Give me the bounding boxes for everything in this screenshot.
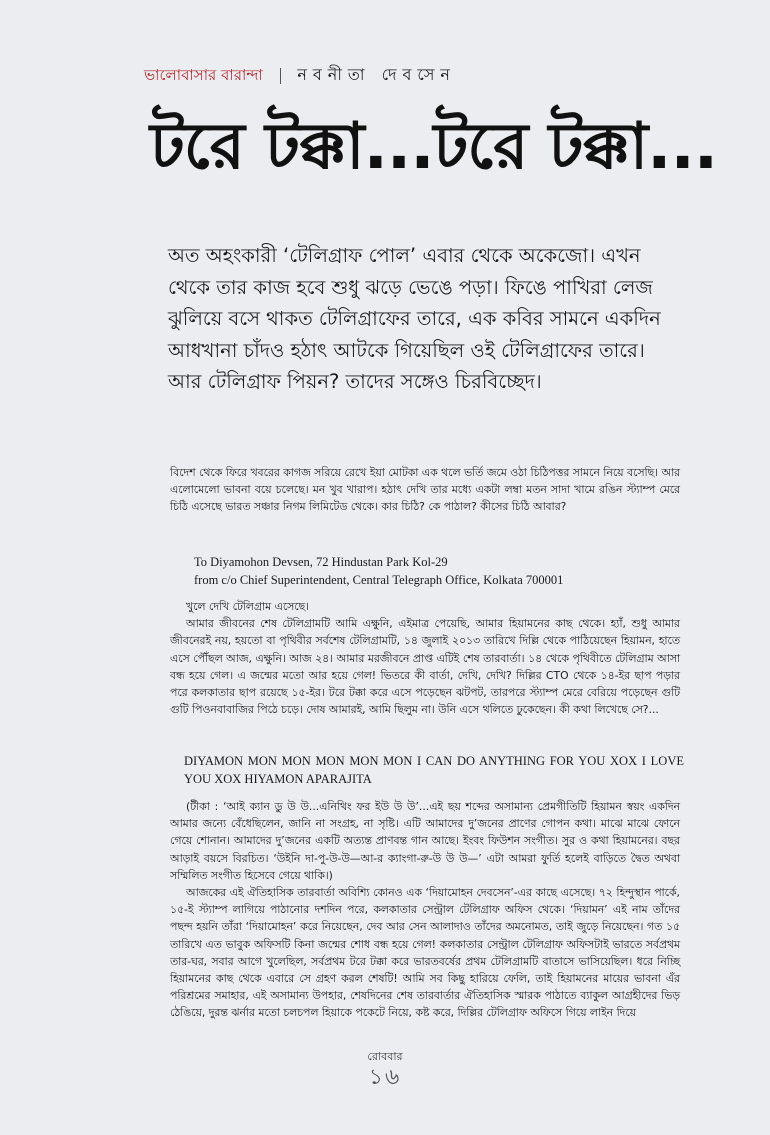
author-name: নবনীতা দেবসেন <box>297 65 456 84</box>
telegram-message: DIYAMON MON MON MON MON MON I CAN DO ANYTHING FOR YOU XOX I LOVE YOU XOX HIYAMON APARAJITA <box>184 754 684 786</box>
standfirst-line: আধখানা চাঁদও হঠাৎ আটকে গিয়েছিল ওই টেলিগ্রাফের তারে। <box>168 338 645 362</box>
standfirst-line: ঝুলিয়ে বসে থাকত টেলিগ্রাফের তারে, এক কবির সামনে একদিন <box>168 307 661 330</box>
standfirst-line: আর টেলিগ্রাফ পিয়ন? তাদের সঙ্গেও চিরবিচ্ছেদ। <box>168 370 542 393</box>
standfirst-line: থেকে তার কাজ হবে শুধু ঝড়ে ভেঙে পড়া। ফিঙে পাখিরা লেজ <box>168 275 653 299</box>
paragraph: আমার জীবনের শেষ টেলিগ্রামটি আমি এক্ষুনি, এইমাত্র পেয়েছি, আমার হিয়ামনের কাছ থেকে। হ্যাঁ, শুধু আমার জীবনেরই নয়, হয়তো বা পৃথিবীর সর্বশেষ টেলিগ্রামটি, ১৪ জুলাই ২০১৩ তারিখে দিল্লি থেকে পাঠিয়েছেন হিয়ামন, হাতে এসে পৌঁছল আজ, এক্ষুনি। আজ ২৪। আমার মরজীবনে প্রাপ্ত এটিই শেষ তারবার্তা। ১৪ থেকে পৃথিবীতে টেলিগ্রাম আসা বন্ধ হয়ে গেল। এ জন্মের মতো আর হয়ে গেল! ভিতরে কী বার্তা, দেখি, দেখি? দিল্লির CTO থেকে ১৪-ইর ছাপ পড়ার পরে কলকাতার ছাপ রয়েছে ১৫-ইর। টরে টক্কা করে এসে পড়েছেন ঝটপট, তারপরে স্ট্যাম্প মেরে বেরিয়ে পড়েছেন গুটি গুটি পিওনবাবাজির পিঠে চড়ে। দোষ আমারই, আমি ছিলুম না। উনি এসে থলিতে ঢুকেছেন। কী কথা লিখেছে সে?... <box>170 617 680 717</box>
page-number: ১৬ <box>368 1065 402 1090</box>
article-headline: টরে টক্কা...টরে টক্কা... <box>150 110 718 184</box>
body-paragraph-3 <box>170 798 680 1022</box>
paragraph: আজকের এই ঐতিহাসিক তারবার্তা অবিশ্যি কোনও এক ‘দিয়ামোহন দেবসেন’-এর কাছে এসেছে। ৭২ হিন্দুস্থান পার্কে, ১৫-ই স্ট্যাম্প লাগিয়ে পাঠানোর দশদিন পরে, কলকাতার সেন্ট্রাল টেলিগ্রাফ অফিস থেকে। ‘দিয়ামন’ এই নাম তাঁদের পছন্দ হয়নি তাঁরা ‘দিয়ামোহন’ করে নিয়েছেন, দেব আর সেন আলাদাও তাঁদের অমনোমত, তাই জুড়ে নিয়েছেন। গত ১৫ তারিখে এত ভাবুক অফিসটি কিনা জন্মের শোধ বন্ধ হয়ে গেল! কলকাতার সেন্ট্রাল টেলিগ্রাফ অফিসটাই ভারতে সর্বপ্রথম তার-ঘর, সবার আগে খুলেছিল, সর্বপ্রথম টরে টক্কা করে ভারতবর্ষের প্রথম টেলিগ্রামটি বাতাসে ভাসিয়েছিল। ধরে নিচ্ছি হিয়ামনের কাছ থেকে এবারে সে গ্রহণ করল শেষটি! আমি সব কিছু হারিয়ে ফেলি, তাই হিয়ামনের মায়ের ভাবনা এঁর পরিশ্রমের সমাহার, এই অসামান্য উপহার, শেষদিনের শেষ তারবার্তার ঐতিহাসিক স্মারক পাঠাতে ব্যাকুল আগ্রহীদের ভিড় ঠেঙিয়ে, দুরন্ত ঝর্নার মতো চলচপল হিয়াকে পকেটে নিয়ে, কষ্ট করে, দিল্লির টেলিগ্রাফ অফিসে গিয়ে লাইন দিয়ে <box>170 886 680 1020</box>
body-paragraph-2 <box>170 598 680 718</box>
telegram-address <box>194 554 674 589</box>
address-line: To Diyamohon Devsen, 72 Hindustan Park Kol-29 <box>194 555 448 569</box>
standfirst <box>168 240 688 398</box>
paragraph: খুলে দেখি টেলিগ্রাম এসেছে। <box>186 600 310 613</box>
column-name: ভালোবাসার বারান্দা <box>144 66 263 84</box>
paragraph: বিদেশ থেকে ফিরে খবরের কাগজ সরিয়ে রেখে ইয়া মোটকা এক থলে ভর্তি জমে ওঠা চিঠিপত্তর সামনে নিয়ে বসেছি। আর এলোমেলো ভাবনা বয়ে চলেছে। মন খুব খারাপ। হঠাৎ দেখি তার মধ্যে একটা লম্বা মতন সাদা খামে রঙিন স্ট্যাম্প মেরে চিঠি এসেছে ভারত সঞ্চার নিগম লিমিটেড থেকে। কার চিঠি? কে পাঠাল? কীসের চিঠি আবার? <box>170 466 680 514</box>
address-line: from c/o Chief Superintendent, Central Telegraph Office, Kolkata 700001 <box>194 572 564 587</box>
column-header <box>144 62 456 89</box>
footer-day: রোববার <box>367 1050 403 1063</box>
standfirst-line: অত অহংকারী ‘টেলিগ্রাফ পোল’ এবার থেকে অকেজো। এখন <box>168 244 641 267</box>
body-paragraph-1 <box>170 464 680 516</box>
paragraph: (টীকা : ‘আই ক্যান ডু উ উ...এনিথিং ফর ইউ উ উ’...এই ছয় শব্দের অসামান্য প্রেমগীতিটি হিয়ামন স্বয়ং একদিন আমার জন্যে বেঁধেছিলেন, জানি না সংগ্রহ, না সৃষ্টি। এটি আমাদের দু’জনের প্রাণের গোপন কথা। মাঝে মাঝে ফোনে গেয়ে শোনান। আমাদের দু’জনের একটি অত্যন্ত প্রাণবন্ত গান আছে। ইংবং ফিউশন সংগীত। সুর ও কথা হিয়ামনের। বছর আড়াই বয়সে বিরচিত। ‘উইনি দা-পু-উ-উ—আ-র ক্যাংগা-রু-উ উ উ—’ এটা আমরা ফুর্তি হলেই বাড়িতে দ্বৈত অথবা সম্মিলিত সংগীত হিসেবে গেয়ে থাকি।) <box>170 800 680 882</box>
header-divider <box>280 68 281 84</box>
